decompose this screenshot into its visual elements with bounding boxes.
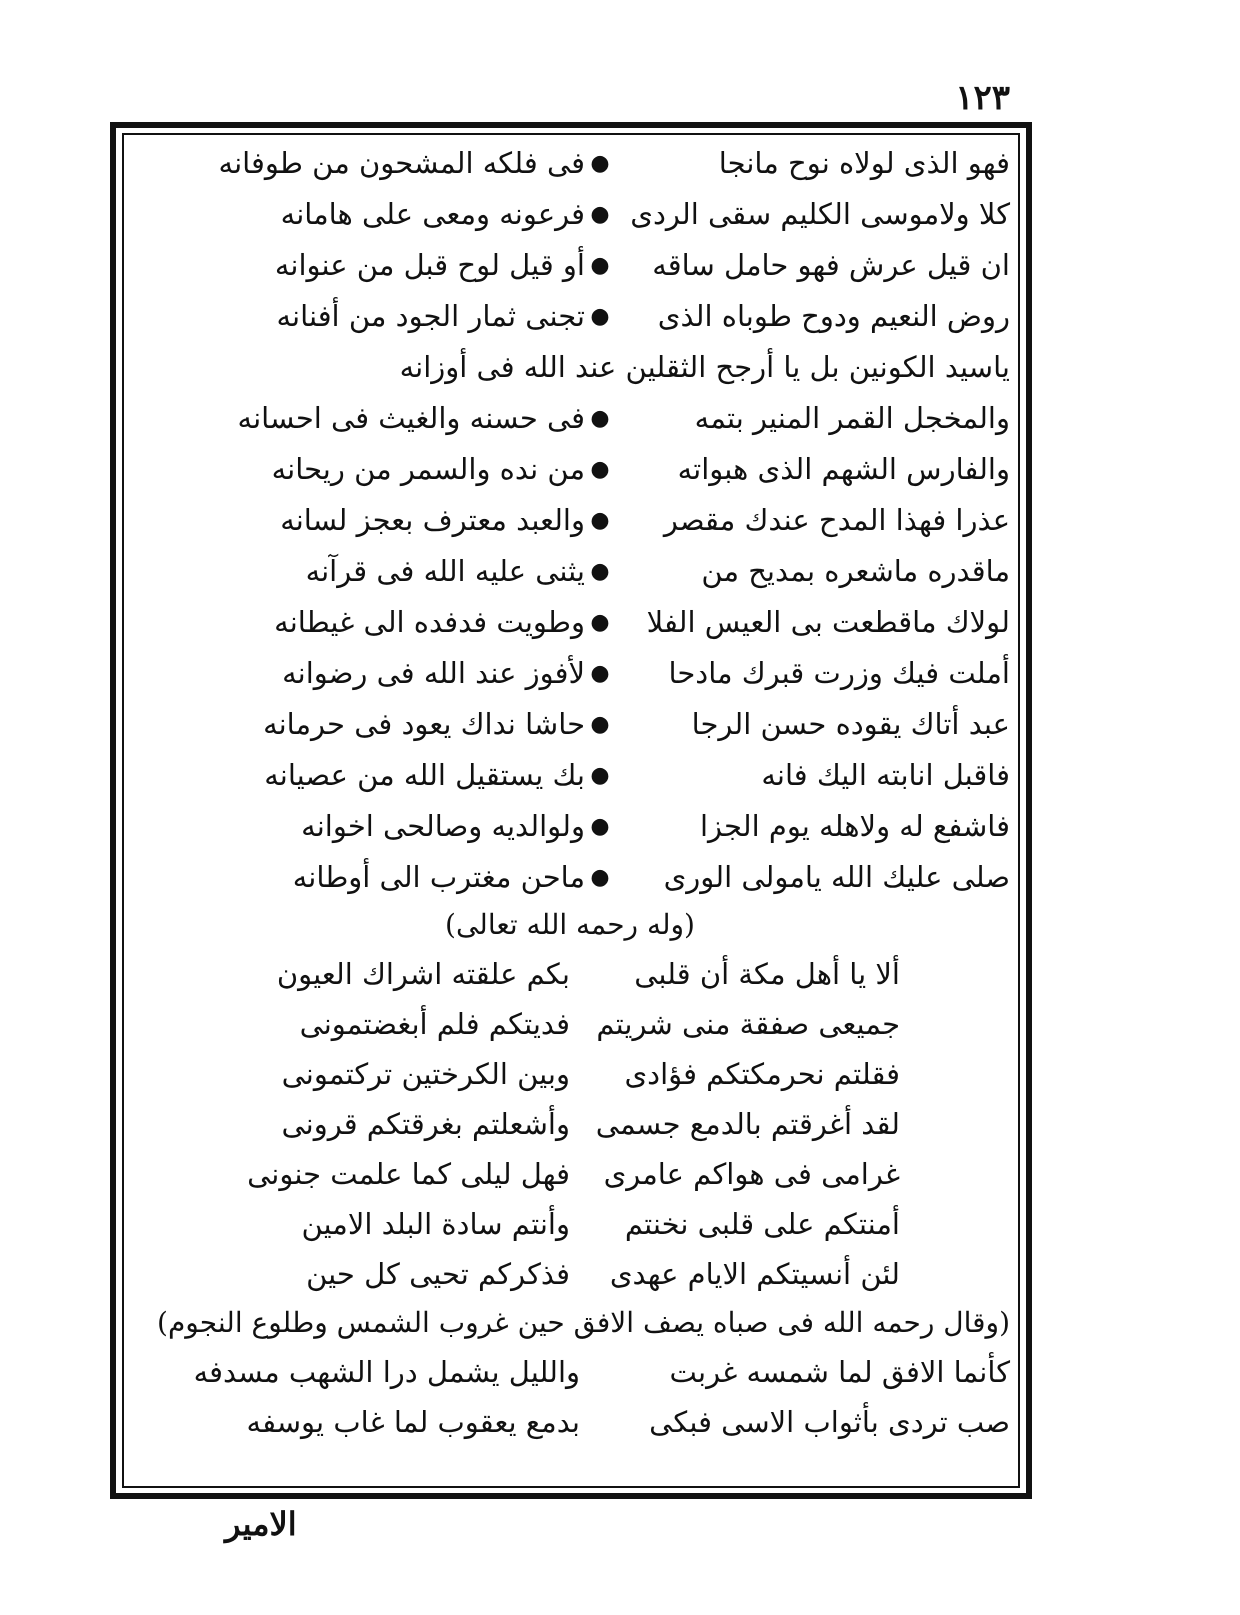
verse-second-hemistich: حاشا نداك يعود فى حرمانه bbox=[263, 707, 585, 741]
verse-separator-mark: ● bbox=[590, 865, 610, 890]
verse-second-hemistich: تجنى ثمار الجود من أفنانه bbox=[276, 299, 585, 333]
verse-line bbox=[130, 189, 1010, 240]
verse-full-line: ياسيد الكونين بل يا أرجح الثقلين عند الله فى أوزانه bbox=[399, 350, 1010, 384]
verse-line bbox=[130, 1397, 1010, 1447]
verse-separator-mark: ● bbox=[590, 253, 610, 278]
verse-first-hemistich: ان قيل عرش فهو حامل ساقه bbox=[652, 248, 1010, 282]
verse-second-hemistich: من نده والسمر من ريحانه bbox=[271, 452, 585, 486]
verse-second-hemistich: أو قيل لوح قبل من عنوانه bbox=[274, 248, 585, 282]
verse-second-hemistich: بك يستقيل الله من عصيانه bbox=[264, 758, 585, 792]
verse-line bbox=[130, 750, 1010, 801]
verse-first-hemistich: لئن أنسيتكم الايام عهدى bbox=[609, 1257, 900, 1291]
verse-line bbox=[130, 648, 1010, 699]
verse-second-hemistich: وأنتم سادة البلد الامين bbox=[301, 1207, 570, 1241]
verse-line bbox=[130, 291, 1010, 342]
verse-second-hemistich: فى فلكه المشحون من طوفانه bbox=[218, 146, 585, 180]
verse-second-hemistich: والعبد معترف بعجز لسانه bbox=[280, 503, 585, 537]
verse-second-hemistich: بدمع يعقوب لما غاب يوسفه bbox=[246, 1405, 580, 1439]
verse-second-hemistich: لأفوز عند الله فى رضوانه bbox=[282, 656, 585, 690]
page-number: ١٢٣ bbox=[955, 78, 1010, 118]
poem-section-2 bbox=[130, 949, 1010, 1299]
verse-line bbox=[130, 999, 1010, 1049]
verse-first-hemistich: روض النعيم ودوح طوباه الذى bbox=[657, 299, 1010, 333]
verse-first-hemistich: والفارس الشهم الذى هبواته bbox=[677, 452, 1010, 486]
verse-line bbox=[130, 1347, 1010, 1397]
verse-separator-mark: ● bbox=[590, 814, 610, 839]
verse-first-hemistich: فهو الذى لولاه نوح مانجا bbox=[718, 146, 1010, 180]
verse-separator-mark: ● bbox=[590, 151, 610, 176]
verse-line bbox=[130, 1249, 1010, 1299]
verse-separator-mark: ● bbox=[590, 712, 610, 737]
verse-second-hemistich: يثنى عليه الله فى قرآنه bbox=[305, 554, 585, 588]
verse-separator-mark: ● bbox=[590, 304, 610, 329]
verse-first-hemistich: والمخجل القمر المنير بتمه bbox=[694, 401, 1010, 435]
verse-second-hemistich: وأشعلتم بغرقتكم قرونى bbox=[281, 1107, 570, 1141]
verse-separator-mark: ● bbox=[590, 661, 610, 686]
verse-second-hemistich: والليل يشمل درا الشهب مسدفه bbox=[193, 1355, 580, 1389]
verse-first-hemistich: صب تردى بأثواب الاسى فبكى bbox=[649, 1405, 1010, 1439]
verse-second-hemistich: ولوالديه وصالحى اخوانه bbox=[301, 809, 585, 843]
verse-first-hemistich: غرامى فى هواكم عامرى bbox=[603, 1157, 900, 1191]
verse-first-hemistich: عذرا فهذا المدح عندك مقصر bbox=[663, 503, 1010, 537]
verse-first-hemistich: ماقدره ماشعره بمديح من bbox=[701, 554, 1010, 588]
verse-separator-mark: ● bbox=[590, 763, 610, 788]
verse-line bbox=[130, 240, 1010, 291]
verse-line bbox=[130, 138, 1010, 189]
verse-line bbox=[130, 1049, 1010, 1099]
verse-first-hemistich: لقد أغرقتم بالدمع جسمى bbox=[595, 1107, 900, 1141]
verse-first-hemistich: كأنما الافق لما شمسه غربت bbox=[669, 1355, 1010, 1389]
catchword: الامير bbox=[225, 1505, 297, 1543]
verse-line bbox=[130, 801, 1010, 852]
verse-line bbox=[130, 495, 1010, 546]
verse-first-hemistich: عبد أتاك يقوده حسن الرجا bbox=[691, 707, 1010, 741]
verse-first-hemistich: لولاك ماقطعت بى العيس الفلا bbox=[646, 605, 1010, 639]
verse-separator-mark: ● bbox=[590, 202, 610, 227]
verse-first-hemistich: جميعى صفقة منى شريتم bbox=[596, 1007, 900, 1041]
verse-separator-mark: ● bbox=[590, 406, 610, 431]
verse-first-hemistich: كلا ولاموسى الكليم سقى الردى bbox=[630, 197, 1010, 231]
verse-second-hemistich: وطويت فدفده الى غيطانه bbox=[274, 605, 585, 639]
verse-line bbox=[130, 393, 1010, 444]
verse-line bbox=[130, 597, 1010, 648]
verse-first-hemistich: فاشفع له ولاهله يوم الجزا bbox=[699, 809, 1010, 843]
verse-second-hemistich: فرعونه ومعى على هامانه bbox=[280, 197, 585, 231]
verse-second-hemistich: فى حسنه والغيث فى احسانه bbox=[237, 401, 585, 435]
verse-second-hemistich: ماحن مغترب الى أوطانه bbox=[292, 860, 585, 894]
verse-first-hemistich: أملت فيك وزرت قبرك مادحا bbox=[668, 656, 1010, 690]
verse-second-hemistich: فهل ليلى كما علمت جنونى bbox=[247, 1157, 570, 1191]
verse-line bbox=[130, 1199, 1010, 1249]
verse-first-hemistich: فاقبل انابته اليك فانه bbox=[761, 758, 1010, 792]
verse-first-hemistich: صلى عليك الله يامولى الورى bbox=[663, 860, 1010, 894]
poem-heading-1: (وله رحمه الله تعالى) bbox=[445, 908, 695, 941]
verse-separator-mark: ● bbox=[590, 559, 610, 584]
verse-separator-mark: ● bbox=[590, 457, 610, 482]
verse-second-hemistich: فديتكم فلم أبغضتمونى bbox=[299, 1007, 570, 1041]
verse-second-hemistich: وبين الكرختين تركتمونى bbox=[281, 1057, 570, 1091]
verse-line bbox=[130, 1099, 1010, 1149]
verse-line bbox=[130, 444, 1010, 495]
poem-section-3 bbox=[130, 1347, 1010, 1447]
poem-heading-2: (وقال رحمه الله فى صباه يصف الافق حين غروب الشمس وطلوع النجوم) bbox=[157, 1306, 1010, 1339]
verse-second-hemistich: فذكركم تحيى كل حين bbox=[306, 1257, 570, 1291]
verse-separator-mark: ● bbox=[590, 508, 610, 533]
verse-line bbox=[130, 949, 1010, 999]
poem-section-1 bbox=[130, 138, 1010, 903]
verse-line bbox=[130, 342, 1010, 393]
verse-second-hemistich: بكم علقته اشراك العيون bbox=[276, 957, 570, 991]
verse-line bbox=[130, 852, 1010, 903]
verse-line bbox=[130, 699, 1010, 750]
verse-first-hemistich: ألا يا أهل مكة أن قلبى bbox=[634, 957, 900, 991]
verse-line bbox=[130, 546, 1010, 597]
verse-separator-mark: ● bbox=[590, 610, 610, 635]
poem-body bbox=[130, 138, 1010, 1447]
verse-line bbox=[130, 1149, 1010, 1199]
verse-first-hemistich: أمنتكم على قلبى نخنتم bbox=[624, 1207, 900, 1241]
verse-first-hemistich: فقلتم نحرمكتكم فؤادى bbox=[624, 1057, 900, 1091]
